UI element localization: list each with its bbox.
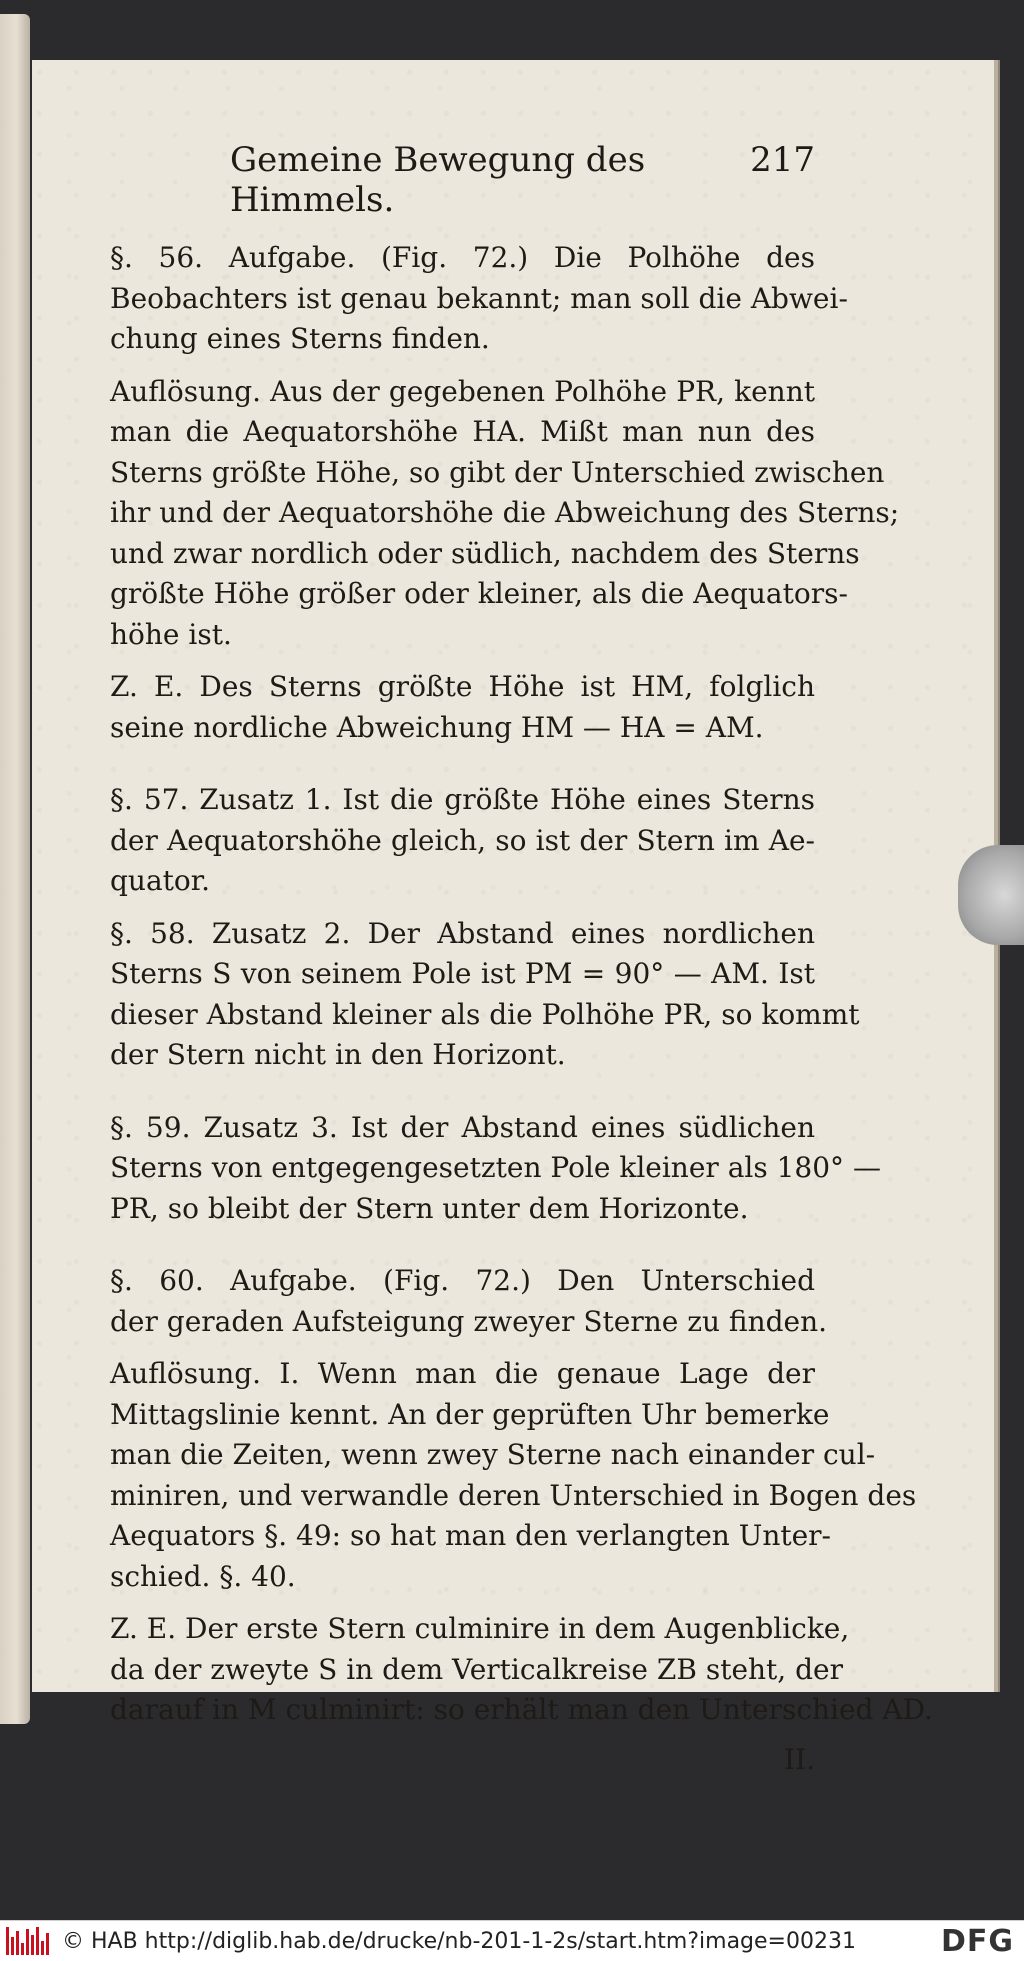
previous-page-edge (0, 14, 30, 1724)
text-line: höhe ist. (110, 617, 232, 651)
paragraph (110, 238, 848, 360)
text-line: Z. E. Des Sterns größte Höhe ist HM, folglich (110, 670, 815, 703)
paragraph (110, 372, 900, 656)
text-line: Z. E. Der erste Stern culminire in dem Augenblicke, (110, 1612, 850, 1645)
paragraph (110, 1609, 933, 1731)
text-line: Sterns S von seinem Pole ist PM = 90° — AM. Ist (110, 957, 815, 990)
text-line: §. 56. Aufgabe. (Fig. 72.) Die Polhöhe des (110, 241, 815, 274)
dfg-logo: DFG (940, 1923, 1014, 1959)
text-line: quator. (110, 864, 210, 897)
text-line: Auflösung. Aus der gegebenen Polhöhe PR, kennt (110, 374, 815, 408)
paragraph (110, 780, 815, 902)
text-line: man die Aequatorshöhe HA. Mißt man nun des (110, 415, 815, 448)
text-line: Sterns größte Höhe, so gibt der Unterschied zwischen (110, 455, 885, 489)
running-head: Gemeine Bewegung des Himmels. (230, 140, 646, 220)
text-line: Auflösung. I. Wenn man die genaue Lage der (110, 1357, 815, 1390)
viewer-footer (0, 1920, 1024, 1961)
page-text (110, 140, 933, 1776)
page-header (230, 140, 815, 220)
text-line: der Aequatorshöhe gleich, so ist der Stern im Ae- (110, 823, 815, 857)
paragraph (110, 914, 860, 1076)
text-line: chung eines Sterns finden. (110, 322, 490, 355)
paragraph (110, 1261, 828, 1342)
text-line: Mittagslinie kennt. An der geprüften Uhr bemerke (110, 1397, 830, 1431)
text-line: man die Zeiten, wenn zwey Sterne nach einander cul- (110, 1438, 876, 1471)
text-line: §. 57. Zusatz 1. Ist die größte Höhe eines Sterns (110, 783, 815, 816)
text-line: der Stern nicht in den Horizont. (110, 1038, 566, 1071)
text-line: §. 59. Zusatz 3. Ist der Abstand eines südlichen (110, 1110, 815, 1144)
text-line: und zwar nordlich oder südlich, nachdem des Sterns (110, 536, 860, 570)
text-line: §. 60. Aufgabe. (Fig. 72.) Den Unterschied (110, 1264, 815, 1297)
text-line: schied. §. 40. (110, 1559, 296, 1593)
paragraph (110, 1108, 881, 1230)
text-line: ihr und der Aequatorshöhe die Abweichung des Sterns; (110, 496, 900, 529)
text-line: darauf in M culminirt: so erhält man den Unterschied AD. (110, 1693, 933, 1726)
copyright-url[interactable]: © HAB http://diglib.hab.de/drucke/nb-201-1-2s/start.htm?image=00231 (62, 1928, 856, 1954)
hab-logo-icon (6, 1927, 50, 1955)
page-clip (958, 845, 1024, 945)
page-number: 217 (750, 140, 815, 180)
text-line: der geraden Aufsteigung zweyer Sterne zu finden. (110, 1304, 828, 1338)
text-line: da der zweyte S in dem Verticalkreise ZB steht, der (110, 1652, 843, 1686)
text-line: Aequators §. 49: so hat man den verlangten Unter- (110, 1519, 832, 1552)
text-line: Sterns von entgegengesetzten Pole kleiner als 180° — (110, 1151, 881, 1184)
text-line: dieser Abstand kleiner als die Polhöhe PR, so kommt (110, 997, 860, 1031)
text-line: größte Höhe größer oder kleiner, als die Aequators- (110, 577, 848, 610)
text-line: §. 58. Zusatz 2. Der Abstand eines nordlichen (110, 916, 815, 950)
text-line: seine nordliche Abweichung HM — HA = AM. (110, 710, 764, 744)
text-line: PR, so bleibt der Stern unter dem Horizonte. (110, 1191, 749, 1225)
paragraph (110, 667, 815, 748)
text-line: miniren, und verwandle deren Unterschied in Bogen des (110, 1478, 917, 1512)
text-line: Beobachters ist genau bekannt; man soll die Abwei- (110, 281, 848, 315)
signature-mark: II. (783, 1742, 815, 1776)
paragraph (110, 1354, 917, 1597)
